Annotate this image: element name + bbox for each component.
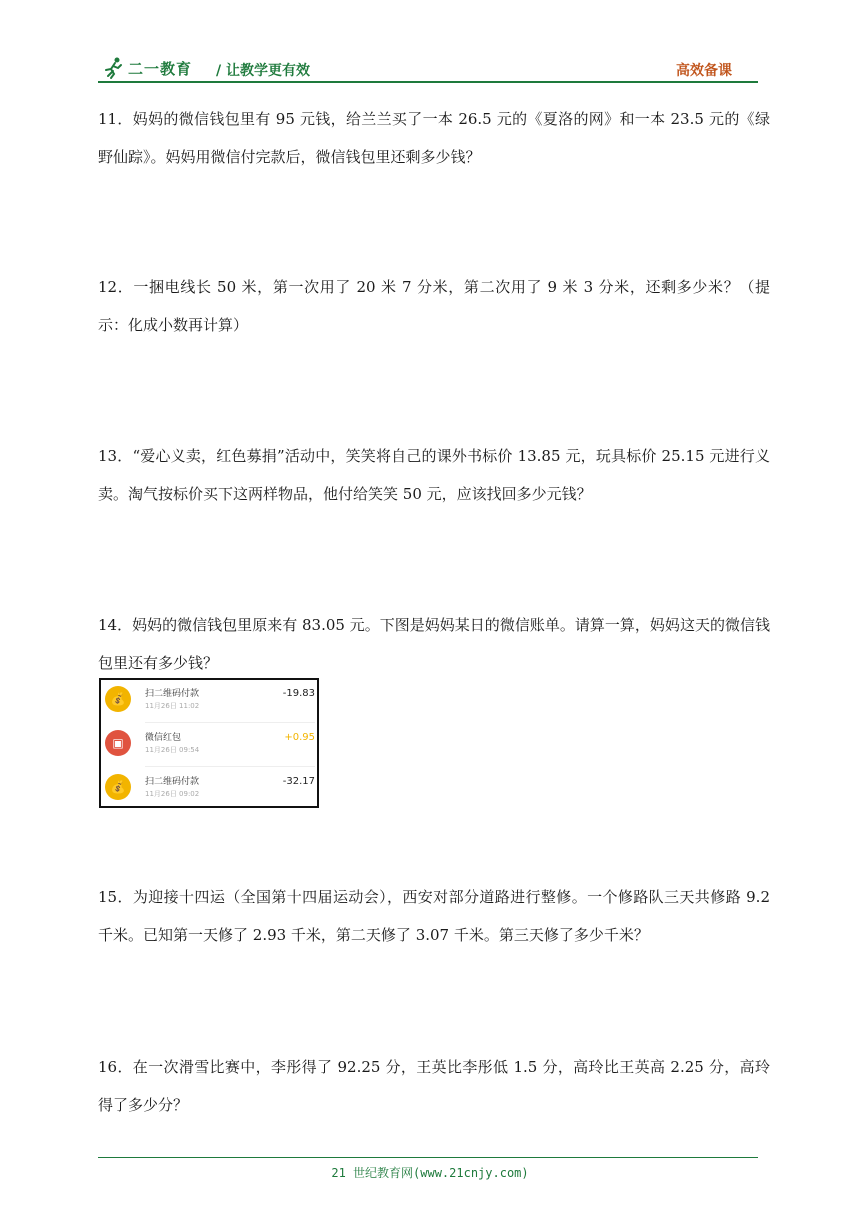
header-divider — [98, 81, 758, 83]
bill-row — [101, 680, 317, 722]
wallet-icon: 💰 — [105, 686, 131, 712]
wallet-icon: 💰 — [105, 774, 131, 800]
runner-logo-icon — [102, 56, 126, 80]
question-12: 12．一捆电线长 50 米，第一次用了 20 米 7 分米，第二次用了 9 米 3 分米，还剩多少米？（提示：化成小数再计算） — [98, 278, 770, 334]
bill-divider — [145, 766, 315, 767]
bill-time: 11月26日 09:54 — [145, 746, 200, 754]
page-header — [98, 52, 758, 82]
header-tag: 高效备课 — [676, 63, 732, 79]
bill-amount: -19.83 — [282, 688, 315, 699]
bill-time: 11月26日 11:02 — [145, 702, 200, 710]
red-packet-icon: ▣ — [105, 730, 131, 756]
bill-row — [101, 768, 317, 810]
bill-title: 微信红包 — [145, 733, 182, 743]
wechat-bill-image — [99, 678, 319, 808]
bill-time: 11月26日 09:02 — [145, 790, 200, 798]
footer-text: 21 世纪教育网(www.21cnjy.com) — [331, 1166, 529, 1180]
question-13: 13．“爱心义卖，红色募捐”活动中，笑笑将自己的课外书标价 13.85 元，玩具标价 25.15 元进行义卖。淘气按标价买下这两样物品，他付给笑笑 50 元，应该找回多少元钱？ — [98, 447, 770, 503]
brand-name: 二一教育 — [128, 60, 193, 78]
question-15: 15．为迎接十四运（全国第十四届运动会），西安对部分道路进行整修。一个修路队三天共修路 9.2 千米。已知第一天修了 2.93 千米，第二天修了 3.07 千米。第三天修了多少千米？ — [98, 888, 770, 944]
bill-amount: -32.17 — [282, 776, 315, 787]
bill-title: 扫二维码付款 — [145, 777, 200, 787]
footer-divider — [98, 1157, 758, 1158]
bill-amount: +0.95 — [284, 732, 315, 743]
question-11: 11．妈妈的微信钱包里有 95 元钱，给兰兰买了一本 26.5 元的《夏洛的网》和一本 23.5 元的《绿野仙踪》。妈妈用微信付完款后，微信钱包里还剩多少钱？ — [98, 110, 770, 166]
bill-divider — [145, 722, 315, 723]
question-16: 16．在一次滑雪比赛中，李彤得了 92.25 分，王英比李彤低 1.5 分，高玲比王英高 2.25 分，高玲得了多少分？ — [98, 1058, 770, 1114]
bill-row — [101, 724, 317, 766]
header-slogan: / 让教学更有效 — [216, 63, 310, 79]
bill-title: 扫二维码付款 — [145, 689, 200, 699]
question-14: 14．妈妈的微信钱包里原来有 83.05 元。下图是妈妈某日的微信账单。请算一算，妈妈这天的微信钱包里还有多少钱？ — [98, 616, 770, 672]
